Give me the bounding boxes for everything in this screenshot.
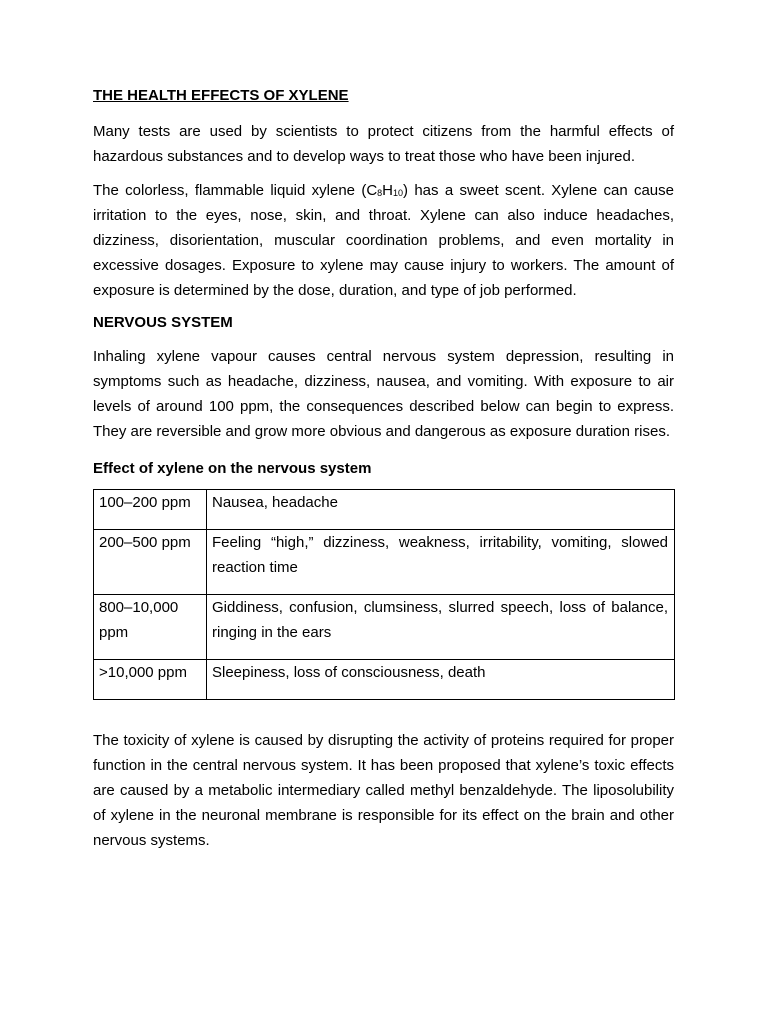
effect-cell: Giddiness, confusion, clumsiness, slurred speech, loss of balance, ringing in the ears [207, 595, 675, 660]
table-row [94, 490, 675, 530]
document-title: THE HEALTH EFFECTS OF XYLENE [93, 87, 349, 104]
table-row [94, 530, 675, 595]
para2-suffix: ) has a sweet scent. Xylene can cause irritation to the eyes, nose, skin, and throat. Xylene can also induce headaches, dizziness, disorientation, muscular coordination problems, and even mortality in excessive dosages. Exposure to xylene may cause injury to workers. The amount of exposure is determined by the dose, duration, and type of job performed. [93, 182, 674, 299]
exposure-level-cell: 200–500 ppm [94, 530, 207, 595]
closing-paragraph: The toxicity of xylene is caused by disrupting the activity of proteins required for proper function in the central nervous system. It has been proposed that xylene’s toxic effects are caused by a metabolic intermediary called methyl benzaldehyde. The liposolubility of xylene in the neuronal membrane is responsible for its effect on the brain and other nervous systems. [93, 732, 674, 849]
exposure-level-cell: 800–10,000 ppm [94, 595, 207, 660]
section-heading-nervous-system: NERVOUS SYSTEM [93, 314, 233, 331]
xylene-description-paragraph [93, 178, 674, 303]
table-row [94, 660, 675, 700]
table-row [94, 595, 675, 660]
document-page [93, 86, 674, 862]
nervous-system-paragraph: Inhaling xylene vapour causes central nervous system depression, resulting in symptoms such as headache, dizziness, nausea, and vomiting. With exposure to air levels of around 100 ppm, the consequences described below can begin to express. They are reversible and grow more obvious and dangerous as exposure duration rises. [93, 348, 674, 440]
exposure-level-cell: >10,000 ppm [94, 660, 207, 700]
para2-prefix: The colorless, flammable liquid xylene (C [93, 182, 378, 199]
effect-cell: Nausea, headache [207, 490, 675, 530]
intro-paragraph: Many tests are used by scientists to protect citizens from the harmful effects of hazardous substances and to develop ways to treat those who have been injured. [93, 123, 674, 165]
table-caption: Effect of xylene on the nervous system [93, 460, 372, 477]
effects-table [93, 489, 675, 700]
formula-subscript-h: 10 [393, 188, 404, 198]
formula-h: H [382, 182, 394, 199]
formula-subscript-c: 8 [377, 188, 383, 198]
effect-cell: Feeling “high,” dizziness, weakness, irritability, vomiting, slowed reaction time [207, 530, 675, 595]
effect-cell: Sleepiness, loss of consciousness, death [207, 660, 675, 700]
exposure-level-cell: 100–200 ppm [94, 490, 207, 530]
